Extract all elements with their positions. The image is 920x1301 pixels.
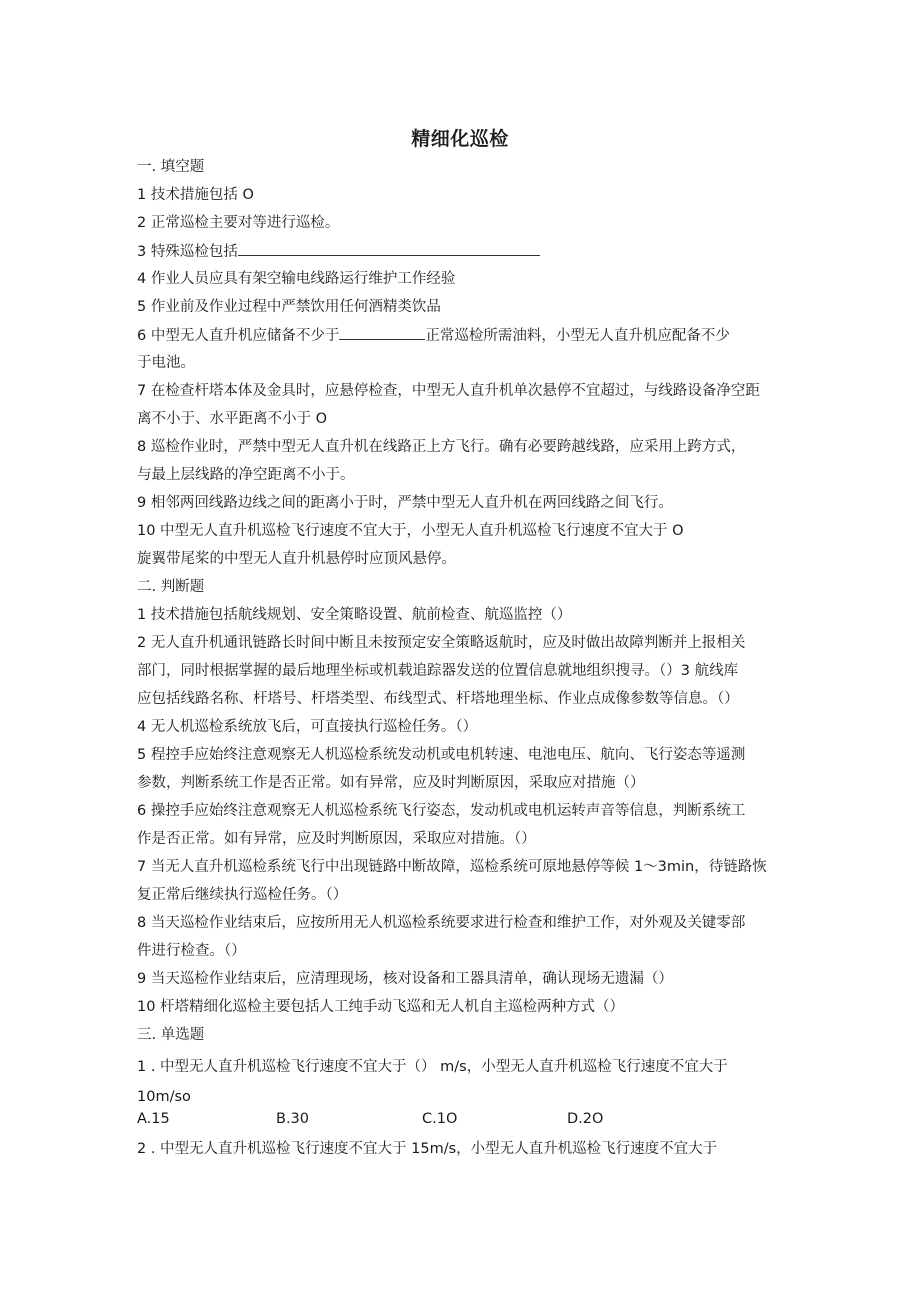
fill-question-9: 9 相邻两回线路边线之间的距离小于时，严禁中型无人直升机在两回线路之间飞行。	[137, 495, 673, 511]
tf-question-7: 7 当无人直升机巡检系统飞行中出现链路中断故障，巡检系统可原地悬停等候 1～3min，待链路恢	[137, 859, 767, 875]
fill-question-4: 4 作业人员应具有架空输电线路运行维护工作经验	[137, 271, 456, 287]
mc-question-2: 2 . 中型无人直升机巡检飞行速度不宜大于 15m/s，小型无人直升机巡检飞行速度不宜大于	[137, 1141, 718, 1157]
answer-blank	[238, 241, 540, 256]
fill-question-10: 10 中型无人直升机巡检飞行速度不宜大于，小型无人直升机巡检飞行速度不宜大于 O	[137, 523, 684, 539]
page-title: 精细化巡检	[411, 128, 509, 150]
tf-question-1: 1 技术措施包括航线规划、安全策略设置、航前检查、航巡监控（）	[137, 607, 572, 623]
fill-question-6-cont: 于电池。	[137, 355, 195, 371]
fill-question-7-cont: 离不小于、水平距离不小于 O	[137, 411, 328, 427]
fill-question-8-cont: 与最上层线路的净空距离不小于。	[137, 467, 355, 483]
fill-question-3	[137, 241, 540, 262]
section-heading-true-false: 二. 判断题	[137, 579, 205, 595]
option-d: D.2O	[567, 1111, 604, 1127]
section-heading-fill-blank: 一. 填空题	[137, 159, 205, 175]
fill-question-5: 5 作业前及作业过程中严禁饮用任何酒精类饮品	[137, 299, 441, 315]
tf-question-8: 8 当天巡检作业结束后，应按所用无人机巡检系统要求进行检查和维护工作，对外观及关键零部	[137, 915, 746, 931]
tf-question-6: 6 操控手应始终注意观察无人机巡检系统飞行姿态，发动机或电机运转声音等信息，判断系统工	[137, 803, 746, 819]
mc-question-1: 1 . 中型无人直升机巡检飞行速度不宜大于（） m/s，小型无人直升机巡检飞行速度不宜大于	[137, 1059, 728, 1075]
tf-question-2-cont: 部门，同时根据掌握的最后地理坐标或机载追踪器发送的位置信息就地组织搜寻。（）3 航线库	[137, 663, 739, 679]
option-c: C.1O	[422, 1111, 458, 1127]
option-b: B.30	[276, 1111, 310, 1127]
tf-question-8-cont: 件进行检查。（）	[137, 943, 246, 959]
option-a: A.15	[137, 1111, 170, 1127]
tf-question-5: 5 程控手应始终注意观察无人机巡检系统发动机或电机转速、电池电压、航向、飞行姿态等遥测	[137, 747, 746, 763]
tf-question-10: 10 杆塔精细化巡检主要包括人工纯手动飞巡和无人机自主巡检两种方式（）	[137, 999, 625, 1015]
fill-question-7: 7 在检查杆塔本体及金具时，应悬停检查，中型无人直升机单次悬停不宜超过，与线路设备净空距	[137, 383, 760, 399]
section-heading-single-choice: 三. 单选题	[137, 1027, 205, 1043]
tf-question-2: 2 无人直升机通讯链路长时间中断且未按预定安全策略返航时，应及时做出故障判断并上报相关	[137, 635, 746, 651]
mc-question-1-cont: 10m/so	[137, 1089, 191, 1105]
fill-question-6-part2: 正常巡检所需油料，小型无人直升机应配备不少	[425, 328, 730, 344]
tf-question-4: 4 无人机巡检系统放飞后，可直接执行巡检任务。（）	[137, 719, 478, 735]
tf-question-5-cont: 参数，判断系统工作是否正常。如有异常，应及时判断原因，采取应对措施（）	[137, 775, 645, 791]
fill-question-2: 2 正常巡检主要对等进行巡检。	[137, 215, 340, 231]
tf-question-7-cont: 复正常后继续执行巡检任务。（）	[137, 887, 348, 903]
fill-question-6-part1: 6 中型无人直升机应储备不少于	[137, 328, 340, 344]
tf-question-3: 应包括线路名称、杆塔号、杆塔类型、布线型式、杆塔地理坐标、作业点成像参数等信息。（）	[137, 691, 739, 707]
fill-question-6	[137, 325, 730, 346]
answer-blank	[339, 325, 425, 340]
fill-question-8: 8 巡检作业时，严禁中型无人直升机在线路正上方飞行。确有必要跨越线路，应采用上跨方式，	[137, 439, 746, 455]
tf-question-9: 9 当天巡检作业结束后，应清理现场，核对设备和工器具清单，确认现场无遗漏（）	[137, 971, 673, 987]
fill-question-11: 旋翼带尾桨的中型无人直升机悬停时应顶风悬停。	[137, 551, 456, 567]
tf-question-6-cont: 作是否正常。如有异常，应及时判断原因，采取应对措施。（）	[137, 831, 536, 847]
fill-question-1: 1 技术措施包括 O	[137, 187, 254, 203]
fill-question-3-text: 3 特殊巡检包括	[137, 244, 238, 260]
